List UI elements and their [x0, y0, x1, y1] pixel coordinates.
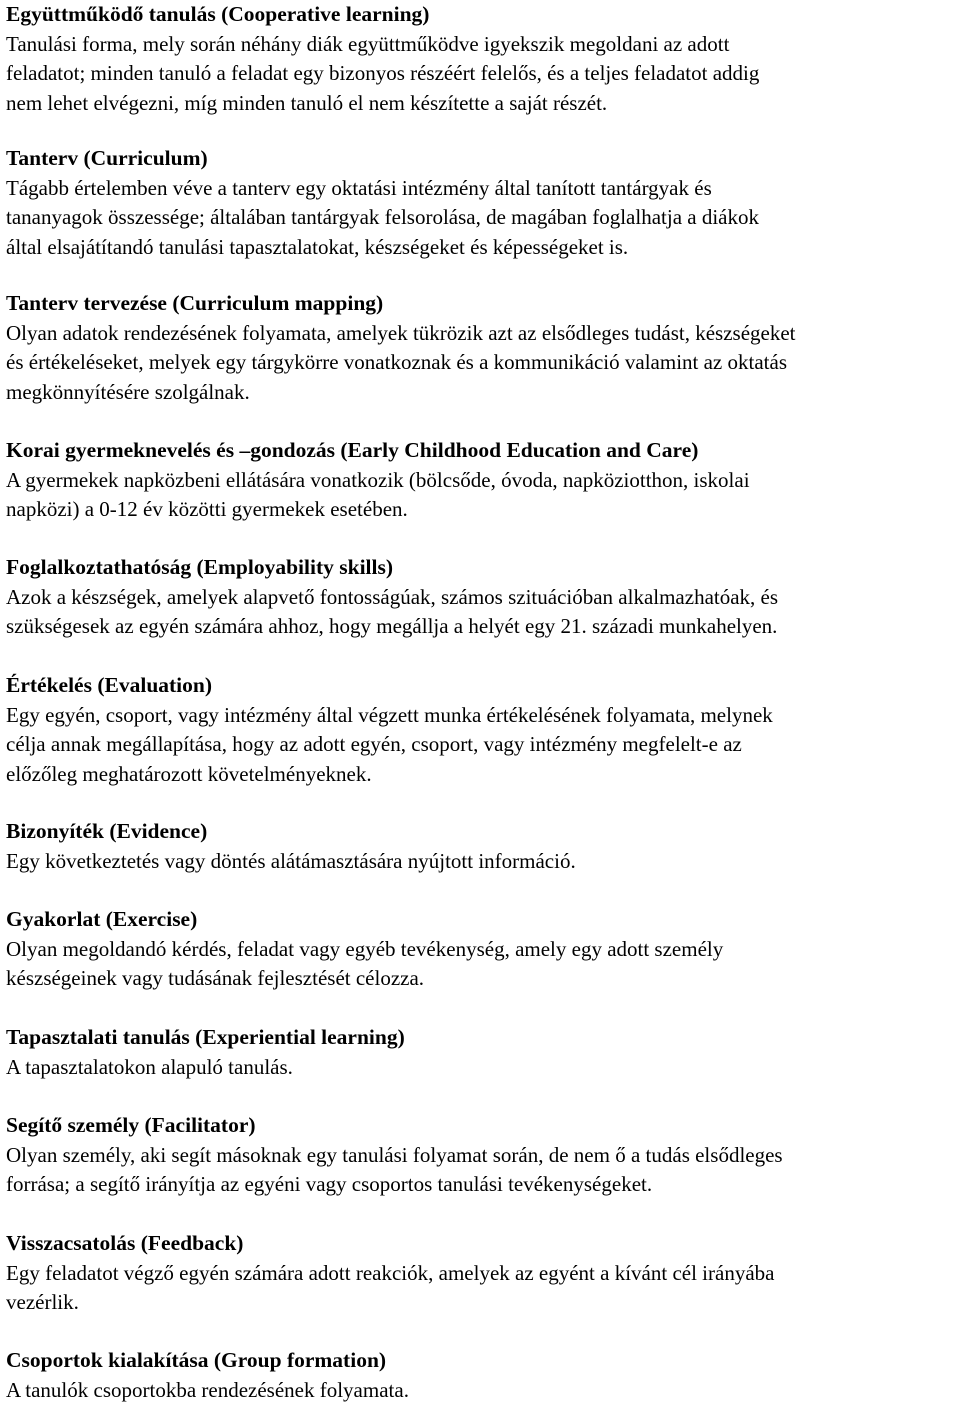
entry-term: Visszacsatolás (Feedback)	[6, 1229, 956, 1259]
glossary-entry-curriculum-mapping	[6, 289, 956, 407]
definition-line: feladatot; minden tanuló a feladat egy bizonyos részéért felelős, és a teljes feladatot addig	[6, 59, 956, 89]
glossary-entry-evaluation	[6, 671, 956, 789]
definition-line: készségeinek vagy tudásának fejlesztését célozza.	[6, 964, 956, 994]
glossary-entry-early-childhood	[6, 436, 956, 525]
definition-line: A tapasztalatokon alapuló tanulás.	[6, 1053, 956, 1083]
entry-definition	[6, 174, 956, 263]
definition-line: vezérlik.	[6, 1288, 956, 1318]
glossary-entry-evidence	[6, 817, 956, 876]
glossary-entry-group-formation	[6, 1346, 956, 1405]
entry-definition	[6, 1259, 956, 1318]
entry-term: Segítő személy (Facilitator)	[6, 1111, 956, 1141]
entry-term: Tanterv (Curriculum)	[6, 144, 956, 174]
definition-line: előzőleg meghatározott követelményeknek.	[6, 760, 956, 790]
definition-line: nem lehet elvégezni, míg minden tanuló el nem készítette a saját részét.	[6, 89, 956, 119]
definition-line: Olyan személy, aki segít másoknak egy tanulási folyamat során, de nem ő a tudás elsődleges	[6, 1141, 956, 1171]
glossary-entry-facilitator	[6, 1111, 956, 1200]
entry-definition	[6, 847, 956, 877]
entry-term: Bizonyíték (Evidence)	[6, 817, 956, 847]
definition-line: célja annak megállapítása, hogy az adott egyén, csoport, vagy intézmény megfelelt-e az	[6, 730, 956, 760]
definition-line: szükségesek az egyén számára ahhoz, hogy megállja a helyét egy 21. századi munkahelyen.	[6, 612, 956, 642]
glossary-entry-employability	[6, 553, 956, 642]
entry-definition	[6, 1376, 956, 1405]
glossary-entry-feedback	[6, 1229, 956, 1318]
entry-definition	[6, 701, 956, 790]
definition-line: Egy feladatot végző egyén számára adott reakciók, amelyek az egyént a kívánt cél irányába	[6, 1259, 956, 1289]
entry-term: Foglalkoztathatóság (Employability skills)	[6, 553, 956, 583]
definition-line: és értékeléseket, melyek egy tárgykörre vonatkoznak és a kommunikáció valamint az oktatás	[6, 348, 956, 378]
definition-line: forrása; a segítő irányítja az egyéni vagy csoportos tanulási tevékenységeket.	[6, 1170, 956, 1200]
entry-definition	[6, 1141, 956, 1200]
entry-definition	[6, 319, 956, 408]
entry-term: Csoportok kialakítása (Group formation)	[6, 1346, 956, 1376]
entry-definition	[6, 583, 956, 642]
definition-line: A gyermekek napközbeni ellátására vonatkozik (bölcsőde, óvoda, napköziotthon, iskolai	[6, 466, 956, 496]
glossary-entry-curriculum	[6, 144, 956, 262]
definition-line: Tanulási forma, mely során néhány diák együttműködve igyekszik megoldani az adott	[6, 30, 956, 60]
definition-line: Olyan megoldandó kérdés, feladat vagy egyéb tevékenység, amely egy adott személy	[6, 935, 956, 965]
entry-term: Együttműködő tanulás (Cooperative learning)	[6, 0, 956, 30]
definition-line: napközi) a 0-12 év közötti gyermekek esetében.	[6, 495, 956, 525]
definition-line: Egy következtetés vagy döntés alátámasztására nyújtott információ.	[6, 847, 956, 877]
entry-term: Gyakorlat (Exercise)	[6, 905, 956, 935]
definition-line: által elsajátítandó tanulási tapasztalatokat, készségeket és képességeket is.	[6, 233, 956, 263]
entry-term: Tapasztalati tanulás (Experiential learning)	[6, 1023, 956, 1053]
entry-definition	[6, 935, 956, 994]
definition-line: tananyagok összessége; általában tantárgyak felsorolása, de magában foglalhatja a diákok	[6, 203, 956, 233]
entry-definition	[6, 30, 956, 119]
glossary-entry-cooperative-learning	[6, 0, 956, 118]
glossary-entry-exercise	[6, 905, 956, 994]
entry-term: Tanterv tervezése (Curriculum mapping)	[6, 289, 956, 319]
definition-line: Azok a készségek, amelyek alapvető fontosságúak, számos szituációban alkalmazhatóak, és	[6, 583, 956, 613]
glossary-entry-experiential-learning	[6, 1023, 956, 1082]
entry-definition	[6, 1053, 956, 1083]
definition-line: Tágabb értelemben véve a tanterv egy oktatási intézmény által tanított tantárgyak és	[6, 174, 956, 204]
entry-term: Korai gyermeknevelés és –gondozás (Early Childhood Education and Care)	[6, 436, 956, 466]
definition-line: megkönnyítésére szolgálnak.	[6, 378, 956, 408]
definition-line: Olyan adatok rendezésének folyamata, amelyek tükrözik azt az elsődleges tudást, készségeket	[6, 319, 956, 349]
entry-term: Értékelés (Evaluation)	[6, 671, 956, 701]
definition-line: Egy egyén, csoport, vagy intézmény által végzett munka értékelésének folyamata, melynek	[6, 701, 956, 731]
entry-definition	[6, 466, 956, 525]
definition-line: A tanulók csoportokba rendezésének folyamata.	[6, 1376, 956, 1405]
